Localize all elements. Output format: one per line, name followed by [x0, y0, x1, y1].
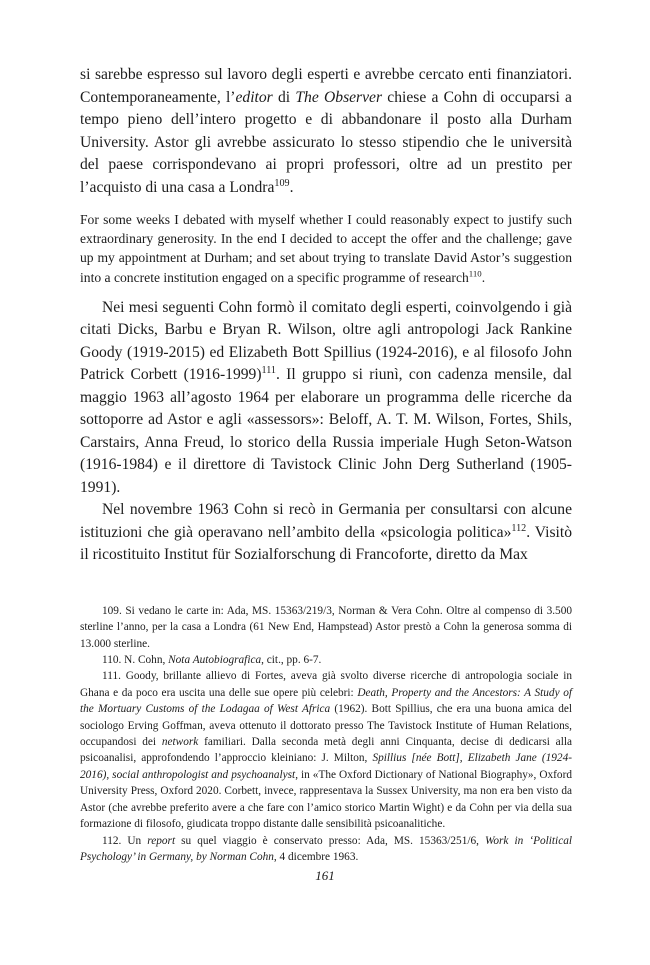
- text-run: 110. N. Cohn,: [102, 654, 169, 667]
- body-paragraph-1: [80, 64, 572, 199]
- text-run: di: [272, 88, 296, 106]
- text-run: 111. Goody, brillante allievo di Fortes, aveva già svolto diverse ricerche di antropologia sociale in Ghana e da poco era uscita una delle sue opere più celebri:: [80, 670, 572, 699]
- text-run: .: [289, 178, 294, 196]
- footnote-ref-112[interactable]: 112: [511, 522, 527, 534]
- footnote-ref-110[interactable]: 110: [468, 268, 482, 279]
- italic-run: report: [147, 834, 176, 847]
- text-run: . Il gruppo si riunì, con cadenza mensile, dal maggio 1963 all’agosto 1964 per elaborare un programma delle ricerche da sottoporre ad Astor e agli «assessors»: Beloff, A. T. M. Wilson, Fortes, Shils, Carstairs, Anna Freud, lo storico della Russia imperiale Hugh Seton-Watson (1916-1984) e il direttore di Tavistock Clinic John Derg Sutherland (1905-1991).: [80, 366, 572, 496]
- italic-run: Spillius [née Bott], Elizabeth Jane (1924-2016), social anthropologist and psychoanalyst: [80, 752, 572, 781]
- footnote-112: [80, 833, 572, 866]
- footnote-109: [80, 603, 572, 652]
- block-quote: [80, 210, 572, 287]
- page-content: [80, 64, 572, 865]
- italic-run: Death, Property and the Ancestors: A Study of the Mortuary Customs of the Lodagaa of West Africa: [80, 686, 572, 716]
- text-run: familiari. Dalla seconda metà degli anni Cinquanta, decise di dedicarsi alla psicoanalisi, approfondendo l’approccio kleiniano: J. Milton,: [80, 736, 572, 765]
- footnote-111: [80, 668, 572, 832]
- footnotes: [80, 603, 572, 866]
- text-run: Nel novembre 1963 Cohn si recò in Germania per consultarsi con alcune istituzioni che già operavano nell’ambito della «psicologia politica»: [80, 501, 572, 541]
- italic-run: Nota Autobiografica: [168, 654, 262, 667]
- body-paragraph-3: [80, 499, 572, 567]
- text-run: , in «The Oxford Dictionary of National Biography», Oxford University Press, Oxford 2020. Corbett, invece, rappresentava la Sussex University, ma non era ben visto da Astor (che avrebbe preferito avere a che fare con l’amico storico Martin Wight) e da Cohn per via della sua formazione di filosofo, giudicata troppo distante dalle sensibilità psicoanalitiche.: [80, 768, 572, 831]
- italic-run: The Observer: [295, 88, 383, 106]
- text-run: .: [481, 269, 486, 285]
- italic-run: Work in ‘Political Psychology’ in Germany, by Norman Cohn: [80, 834, 572, 863]
- text-run: . Visitò il ricostituito Institut für Sozialforschung di Francoforte, diretto da Max: [80, 523, 572, 564]
- italic-run: network: [161, 736, 199, 749]
- text-run: , 4 dicembre 1963.: [273, 850, 359, 863]
- page-number: 161: [315, 868, 335, 883]
- text-run: Nei mesi seguenti Cohn formò il comitato degli esperti, coinvolgendo i già citati Dicks, Barbu e Bryan R. Wilson, oltre agli antropologi Jack Rankine Goody (1919-2015) ed Elizabeth Bott Spillius (1924-2016), e al filosofo John Patrick Corbett (1916-1999): [80, 298, 572, 384]
- text-run: si sarebbe espresso sul lavoro degli esperti e avrebbe cercato enti finanziatori. Contemporaneamente, l’: [80, 66, 572, 106]
- text-run: , cit., pp. 6-7.: [261, 654, 322, 667]
- italic-run: editor: [235, 88, 273, 106]
- text-run: 112. Un: [102, 834, 148, 847]
- footnote-110: [80, 652, 572, 668]
- text-run: 109. Si vedano le carte in: Ada, MS. 15363/219/3, Norman & Vera Cohn. Oltre al compenso di 3.500 sterline l’anno, per la casa a Londra (61 New End, Hampstead) Astor prestò a Cohn la generosa somma di 13.000 sterline.: [80, 604, 572, 650]
- footnote-ref-111[interactable]: 111: [261, 365, 276, 377]
- footnote-ref-109[interactable]: 109: [274, 177, 290, 189]
- text-run: chiese a Cohn di occuparsi a tempo pieno dell’intero progetto e di abbandonare il posto alla Durham University. Astor gli avrebbe assicurato lo stesso stipendio che le università del paese corrispondevano ai propri professori, oltre ad un prestito per l’acquisto di una casa a Londra: [80, 88, 572, 196]
- text-run: (1962). Bott Spillius, che era una buona amica del sociologo Erving Goffman, aveva ottenuto il dottorato presso The Tavistock Institute of Human Relations, occupandosi dei: [80, 703, 572, 749]
- body-paragraph-2: [80, 297, 572, 500]
- text-run: su quel viaggio è conservato presso: Ada, MS. 15363/251/6,: [175, 834, 486, 847]
- text-run: For some weeks I debated with myself whether I could reasonably expect to justify such extraordinary generosity. In the end I decided to accept the offer and the challenge; gave up my appointment at Durham; and set about trying to translate David Astor’s suggestion into a concrete institution engaged on a specific programme of research: [80, 212, 572, 285]
